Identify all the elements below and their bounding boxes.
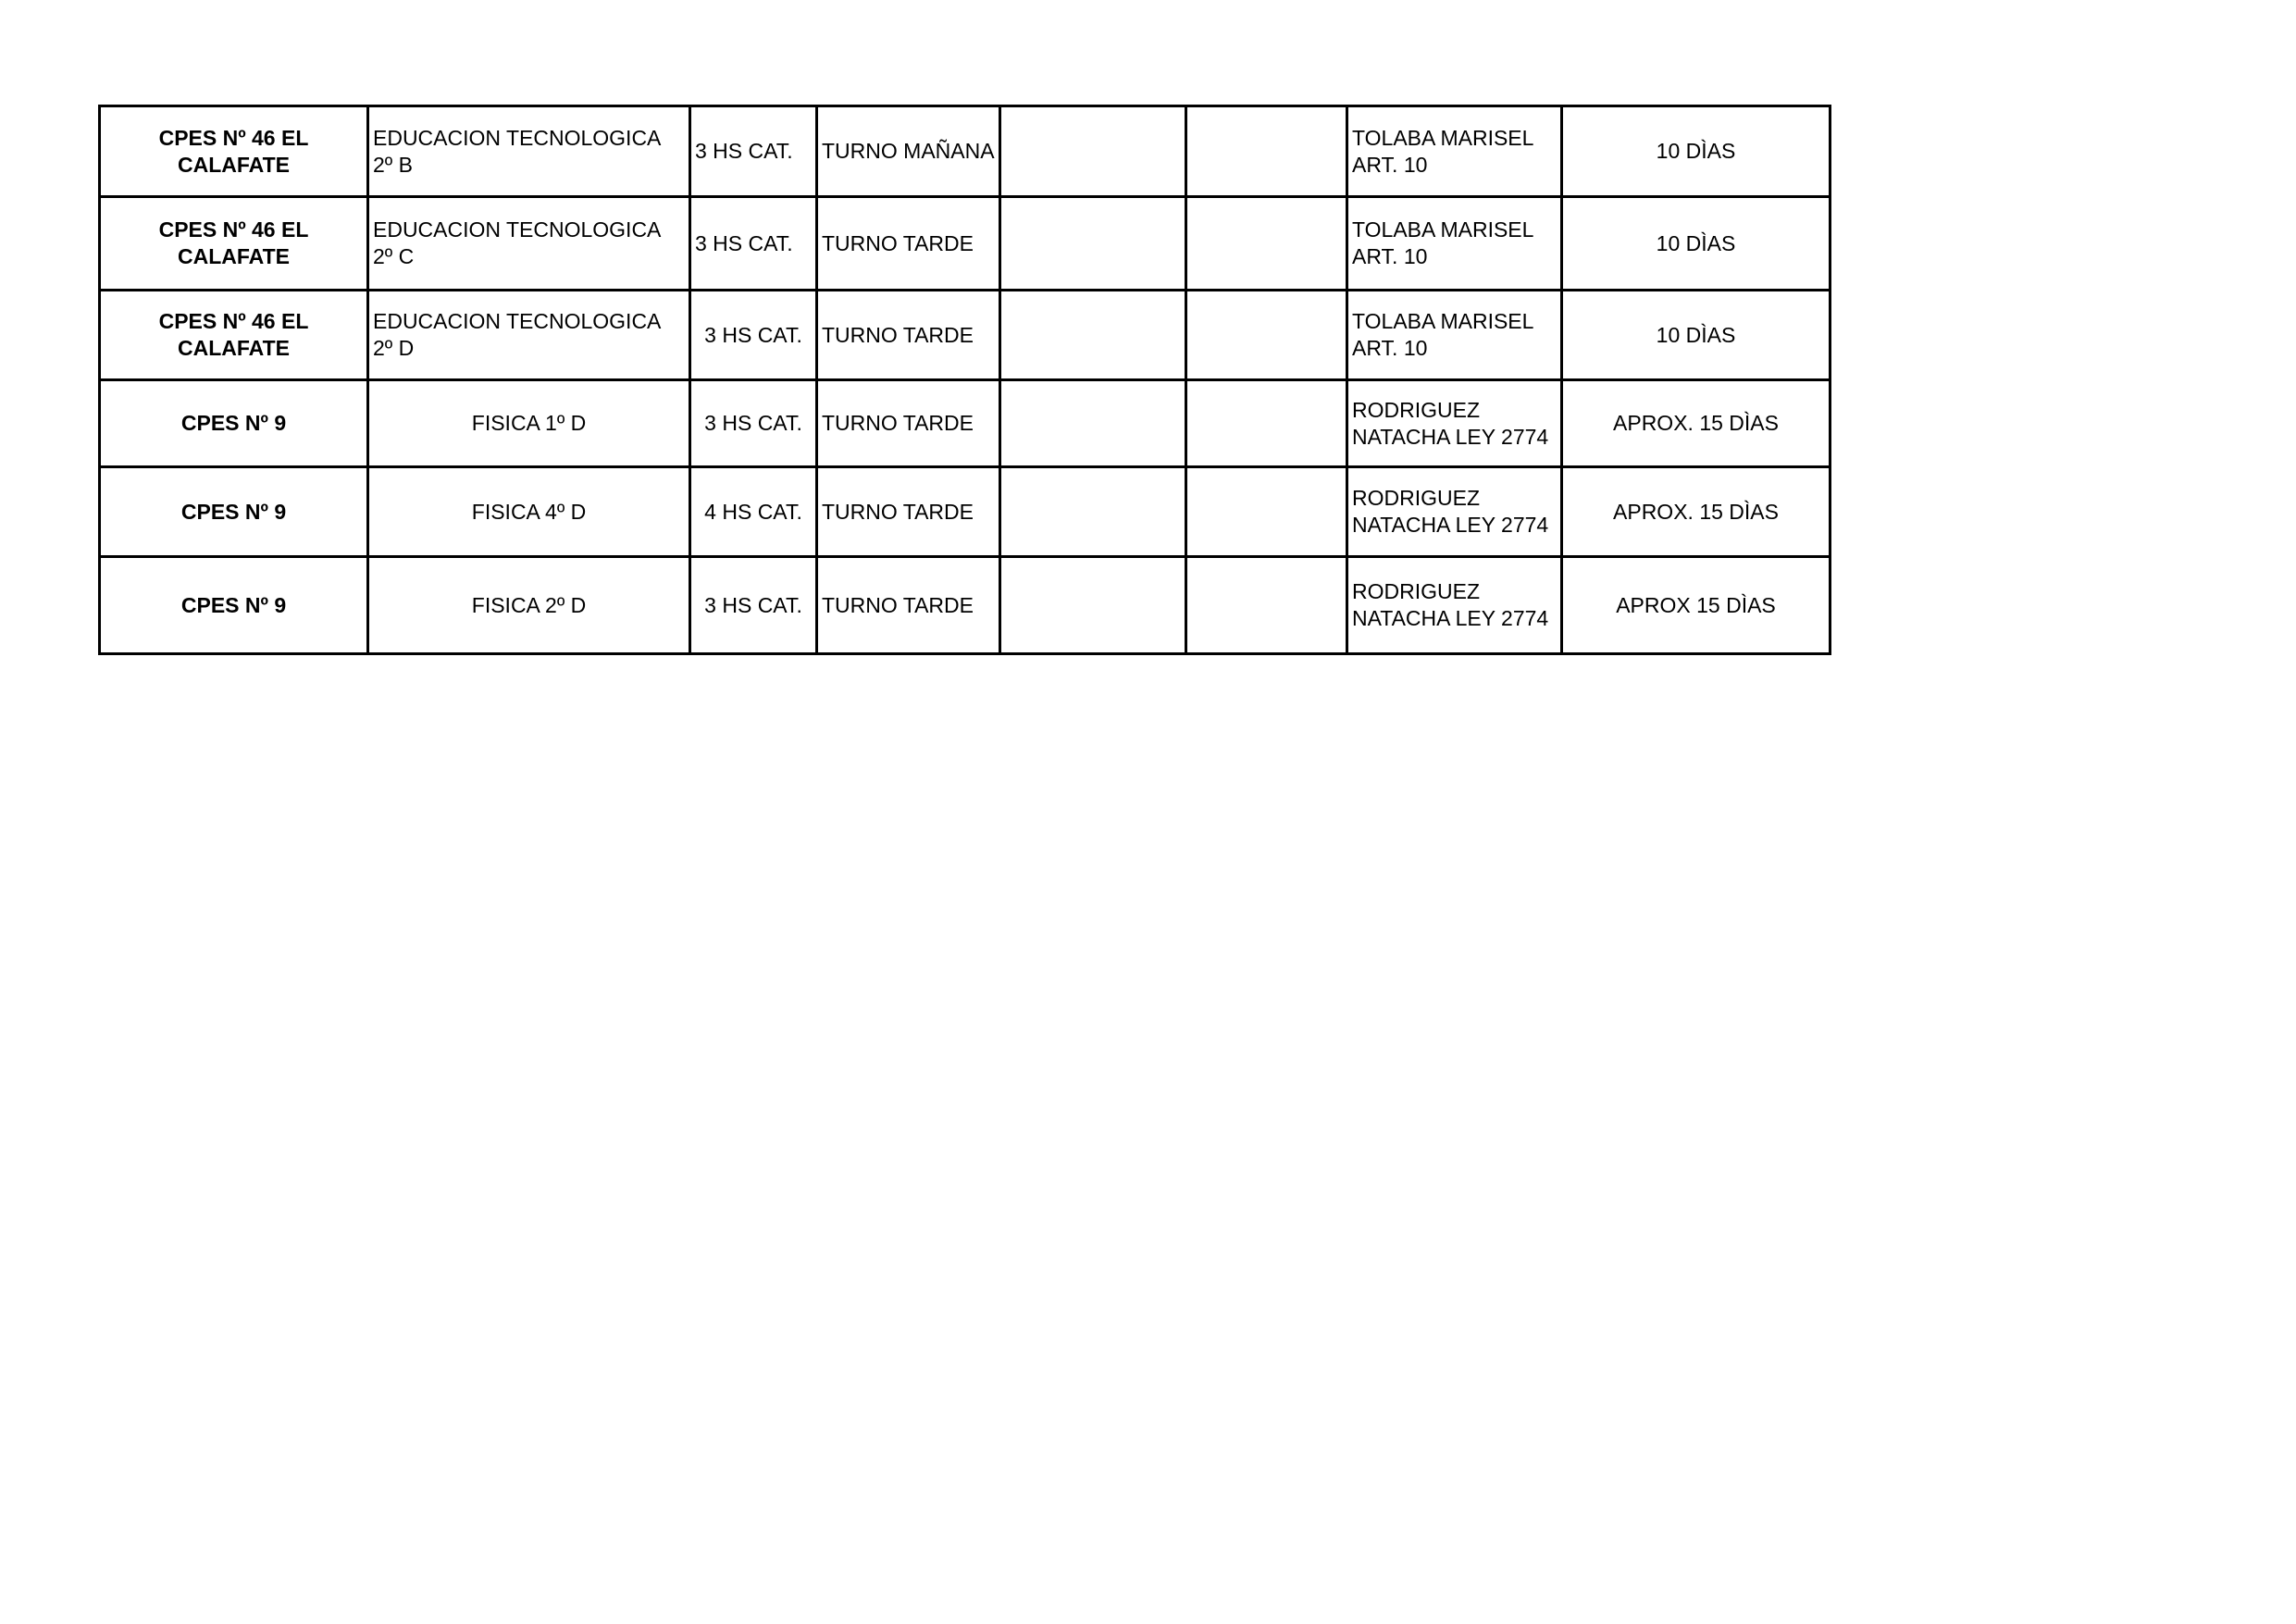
table-row [100, 197, 1831, 291]
shift-cell: TURNO TARDE [817, 557, 1000, 654]
shift-cell: TURNO MAÑANA [817, 106, 1000, 197]
hours-cell: 3 HS CAT. [690, 380, 817, 467]
table-row [100, 557, 1831, 654]
duration-cell: 10 DÌAS [1562, 197, 1831, 291]
table-row [100, 380, 1831, 467]
empty-cell [1000, 557, 1186, 654]
duration-cell: 10 DÌAS [1562, 106, 1831, 197]
empty-cell [1186, 467, 1347, 557]
subject-cell: FISICA 4º D [368, 467, 690, 557]
shift-cell: TURNO TARDE [817, 467, 1000, 557]
empty-cell [1186, 197, 1347, 291]
duration-cell: 10 DÌAS [1562, 291, 1831, 380]
school-cell: CPES Nº 46 EL CALAFATE [100, 291, 368, 380]
subject-cell: EDUCACION TECNOLOGICA 2º D [368, 291, 690, 380]
table-row [100, 467, 1831, 557]
duration-cell: APROX 15 DÌAS [1562, 557, 1831, 654]
empty-cell [1000, 467, 1186, 557]
shift-cell: TURNO TARDE [817, 380, 1000, 467]
replacement-table [98, 105, 1831, 655]
shift-cell: TURNO TARDE [817, 197, 1000, 291]
hours-cell: 3 HS CAT. [690, 197, 817, 291]
teacher-cell: RODRIGUEZ NATACHA LEY 2774 [1347, 380, 1562, 467]
hours-cell: 4 HS CAT. [690, 467, 817, 557]
teacher-cell: RODRIGUEZ NATACHA LEY 2774 [1347, 557, 1562, 654]
empty-cell [1186, 557, 1347, 654]
table-row [100, 106, 1831, 197]
empty-cell [1000, 291, 1186, 380]
table-row [100, 291, 1831, 380]
empty-cell [1000, 106, 1186, 197]
teacher-cell: TOLABA MARISEL ART. 10 [1347, 106, 1562, 197]
subject-cell: FISICA 2º D [368, 557, 690, 654]
empty-cell [1186, 291, 1347, 380]
school-cell: CPES Nº 46 EL CALAFATE [100, 197, 368, 291]
school-cell: CPES Nº 9 [100, 467, 368, 557]
duration-cell: APROX. 15 DÌAS [1562, 380, 1831, 467]
subject-cell: FISICA 1º D [368, 380, 690, 467]
subject-cell: EDUCACION TECNOLOGICA 2º C [368, 197, 690, 291]
hours-cell: 3 HS CAT. [690, 106, 817, 197]
duration-cell: APROX. 15 DÌAS [1562, 467, 1831, 557]
teacher-cell: RODRIGUEZ NATACHA LEY 2774 [1347, 467, 1562, 557]
empty-cell [1186, 380, 1347, 467]
school-cell: CPES Nº 9 [100, 557, 368, 654]
empty-cell [1000, 197, 1186, 291]
shift-cell: TURNO TARDE [817, 291, 1000, 380]
hours-cell: 3 HS CAT. [690, 557, 817, 654]
hours-cell: 3 HS CAT. [690, 291, 817, 380]
teacher-cell: TOLABA MARISEL ART. 10 [1347, 197, 1562, 291]
empty-cell [1000, 380, 1186, 467]
empty-cell [1186, 106, 1347, 197]
subject-cell: EDUCACION TECNOLOGICA 2º B [368, 106, 690, 197]
school-cell: CPES Nº 9 [100, 380, 368, 467]
teacher-cell: TOLABA MARISEL ART. 10 [1347, 291, 1562, 380]
school-cell: CPES Nº 46 EL CALAFATE [100, 106, 368, 197]
